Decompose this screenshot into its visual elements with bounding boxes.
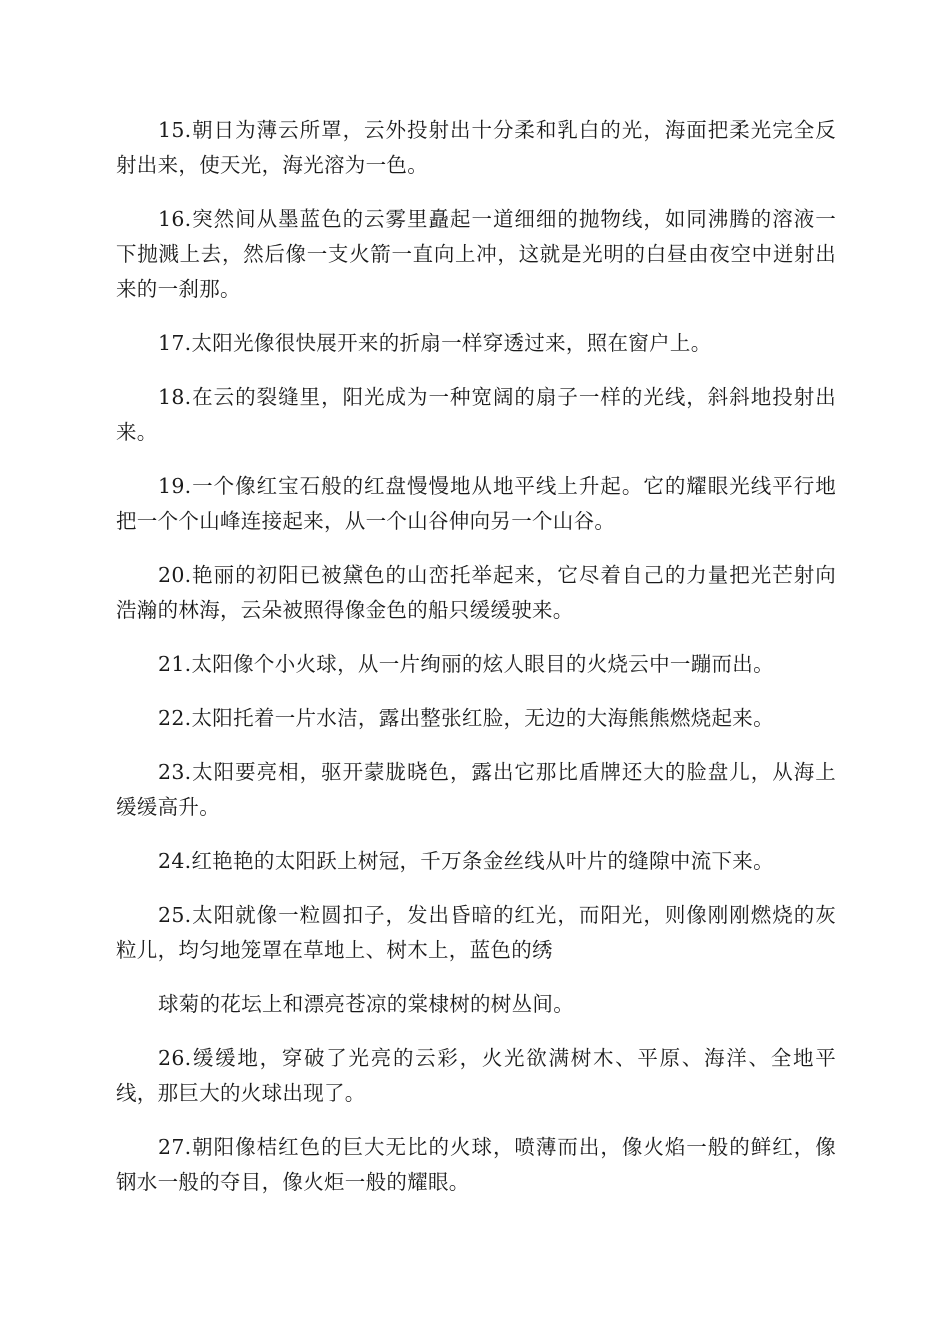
paragraph-21: 21.太阳像个小火球，从一片绚丽的炫人眼目的火烧云中一蹦而出。 bbox=[158, 652, 774, 676]
paragraph-25: 25.太阳就像一粒圆扣子，发出昏暗的红光，而阳光，则像刚刚燃烧的灰粒儿，均匀地笼罩在草地上、树木上，蓝色的绣 bbox=[116, 903, 836, 962]
paragraph-24: 24.红艳艳的太阳跃上树冠，千万条金丝线从叶片的缝隙中流下来。 bbox=[158, 849, 774, 873]
paragraph-20: 20.艳丽的初阳已被黛色的山峦托举起来，它尽着自己的力量把光芒射向浩瀚的林海，云朵被照得像金色的船只缓缓驶来。 bbox=[116, 563, 836, 622]
paragraph-23: 23.太阳要亮相，驱开蒙胧晓色，露出它那比盾牌还大的脸盘儿，从海上缓缓高升。 bbox=[116, 760, 836, 819]
paragraph-26: 26.缓缓地，穿破了光亮的云彩，火光欲满树木、平原、海洋、全地平线，那巨大的火球出现了。 bbox=[116, 1046, 836, 1105]
paragraph-22: 22.太阳托着一片水洁，露出整张红脸，无边的大海熊熊燃烧起来。 bbox=[158, 706, 774, 730]
paragraph-18: 18.在云的裂缝里，阳光成为一种宽阔的扇子一样的光线，斜斜地投射出来。 bbox=[116, 385, 836, 444]
paragraph-25-continued: 球菊的花坛上和漂亮苍凉的棠棣树的树丛间。 bbox=[158, 992, 574, 1016]
paragraph-16: 16.突然间从墨蓝色的云雾里矗起一道细细的抛物线，如同沸腾的溶液一下抛溅上去，然后像一支火箭一直向上冲，这就是光明的白昼由夜空中迸射出来的一刹那。 bbox=[116, 207, 836, 301]
document-page bbox=[116, 113, 836, 1219]
paragraph-19: 19.一个像红宝石般的红盘慢慢地从地平线上升起。它的耀眼光线平行地把一个个山峰连接起来，从一个山谷伸向另一个山谷。 bbox=[116, 474, 836, 533]
paragraph-15: 15.朝日为薄云所罩，云外投射出十分柔和乳白的光，海面把柔光完全反射出来，使天光，海光溶为一色。 bbox=[116, 118, 836, 177]
paragraph-17: 17.太阳光像很快展开来的折扇一样穿透过来，照在窗户上。 bbox=[158, 331, 712, 355]
paragraph-27: 27.朝阳像桔红色的巨大无比的火球，喷薄而出，像火焰一般的鲜红，像钢水一般的夺目，像火炬一般的耀眼。 bbox=[116, 1135, 836, 1194]
